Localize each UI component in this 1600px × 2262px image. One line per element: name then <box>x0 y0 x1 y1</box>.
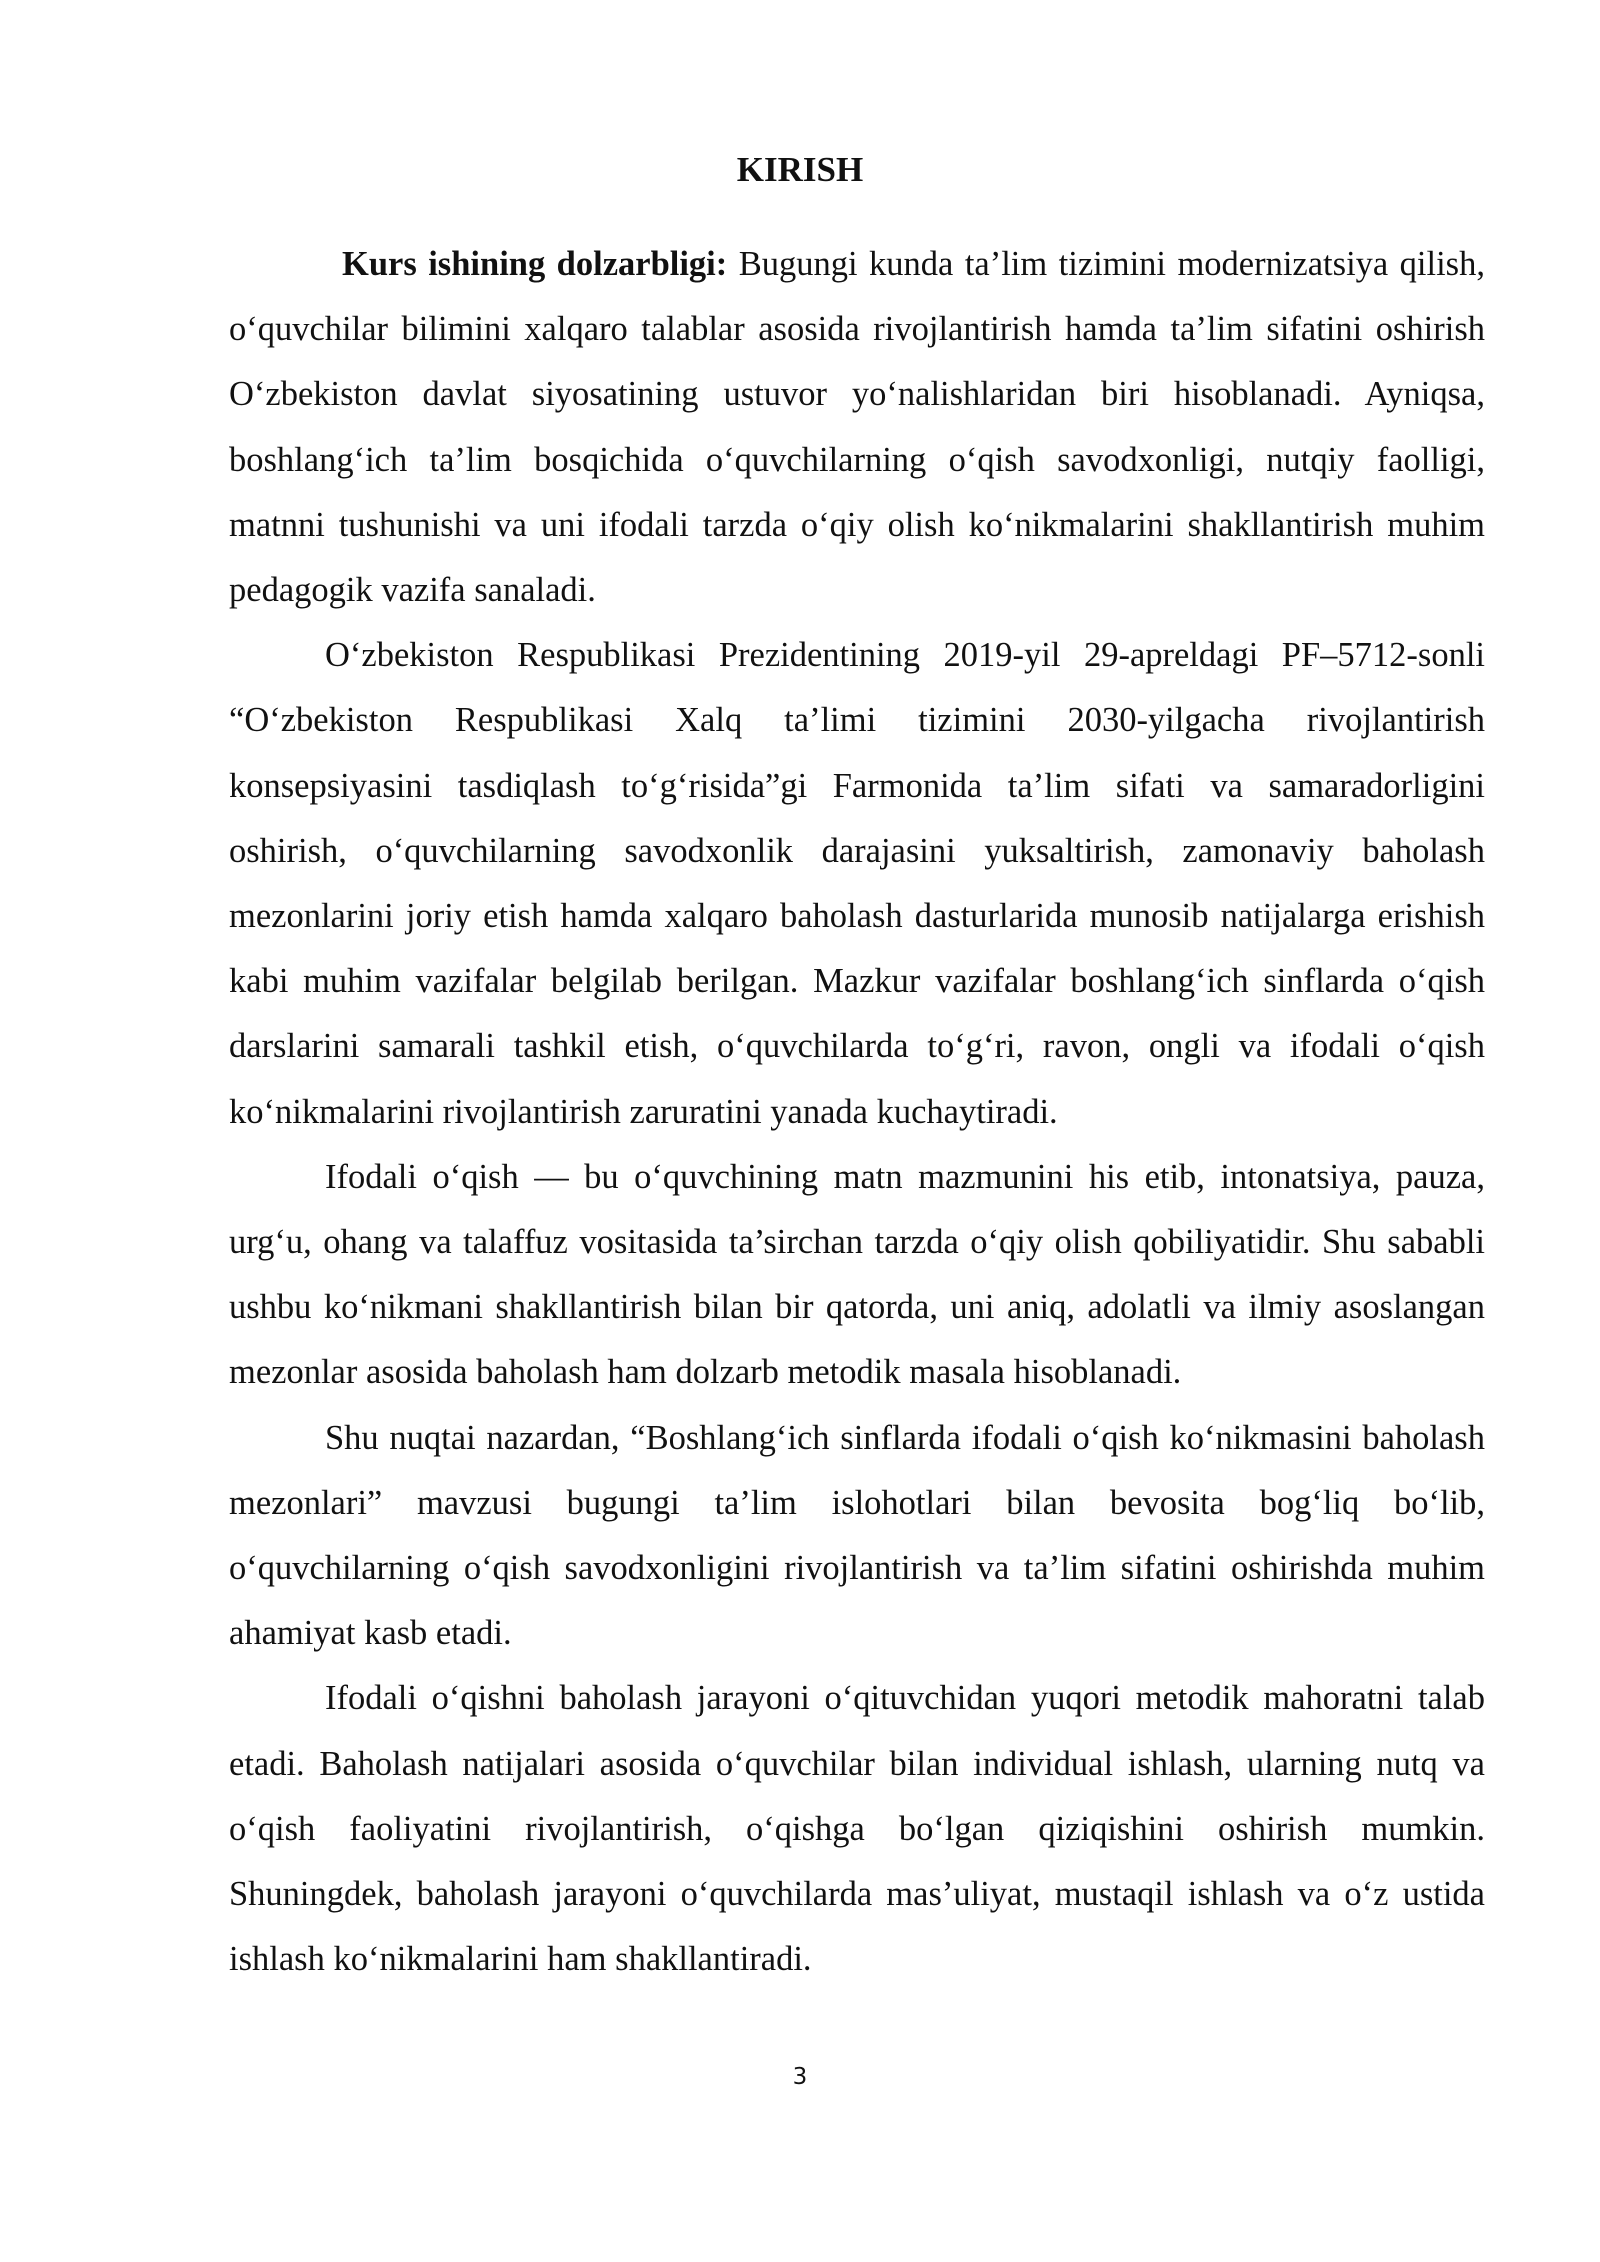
body-paragraph: Ifodali o‘qish — bu o‘quvchining matn mazmunini his etib, intonatsiya, pauza, urg‘u, ohang va talaffuz vositasida ta’sirchan tarzda o‘qiy olish qobiliyatidir. Shu sababli ushbu ko‘nikmani shakllantirish bilan bir qatorda, uni aniq, adolatli va ilmiy asoslangan mezonlar asosida baholash ham dolzarb metodik masala hisoblanadi. <box>229 1157 1485 1392</box>
page-number: 3 <box>792 2064 808 2090</box>
body-paragraph: O‘zbekiston Respublikasi Prezidentining 2019-yil 29-apreldagi PF–5712-sonli “O‘zbekiston Respublikasi Xalq ta’limi tizimini 2030-yilgacha rivojlantirish konsepsiyasini tasdiqlash to‘g‘risida”gi Farmonida ta’lim sifati va samaradorligini oshirish, o‘quvchilarning savodxonlik darajasini yuksaltirish, zamonaviy baholash mezonlarini joriy etish hamda xalqaro baholash dasturlarida munosib natijalarga erishish kabi muhim vazifalar belgilab berilgan. Mazkur vazifalar boshlang‘ich sinflarda o‘qish darslarini samarali tashkil etish, o‘quvchilarda to‘g‘ri, ravon, ongli va ifodali o‘qish ko‘nikmalarini rivojlantirish zaruratini yanada kuchaytiradi. <box>229 636 1485 1131</box>
intro-paragraph <box>229 232 1485 623</box>
section-heading: KIRISH <box>736 150 864 189</box>
relevance-lead: Kurs ishining dolzarbligi: <box>342 245 728 283</box>
document-body <box>229 232 1485 1992</box>
body-paragraph: Shu nuqtai nazardan, “Boshlang‘ich sinflarda ifodali o‘qish ko‘nikmasini baholash mezonlari” mavzusi bugungi ta’lim islohotlari bilan bevosita bog‘liq bo‘lib, o‘quvchilarning o‘qish savodxonligini rivojlantirish va ta’lim sifatini oshirishda muhim ahamiyat kasb etadi. <box>229 1418 1485 1653</box>
body-paragraph: Ifodali o‘qishni baholash jarayoni o‘qituvchidan yuqori metodik mahoratni talab etadi. Baholash natijalari asosida o‘quvchilar bilan individual ishlash, ularning nutq va o‘qish faoliyatini rivojlantirish, o‘qishga bo‘lgan qiziqishini oshirish mumkin. Shuningdek, baholash jarayoni o‘quvchilarda mas’uliyat, mustaqil ishlash va o‘z ustida ishlash ko‘nikmalarini ham shakllantiradi. <box>229 1679 1485 1979</box>
intro-text: Bugungi kunda ta’lim tizimini modernizatsiya qilish, o‘quvchilar bilimini xalqaro talablar asosida rivojlantirish hamda ta’lim sifatini oshirish O‘zbekiston davlat siyosatining ustuvor yo‘nalishlaridan biri hisoblanadi. Ayniqsa, boshlang‘ich ta’lim bosqichida o‘quvchilarning o‘qish savodxonligi, nutqiy faolligi, matnni tushunishi va uni ifodali tarzda o‘qiy olish ko‘nikmalarini shakllantirish muhim pedagogik vazifa sanaladi. <box>229 245 1485 610</box>
